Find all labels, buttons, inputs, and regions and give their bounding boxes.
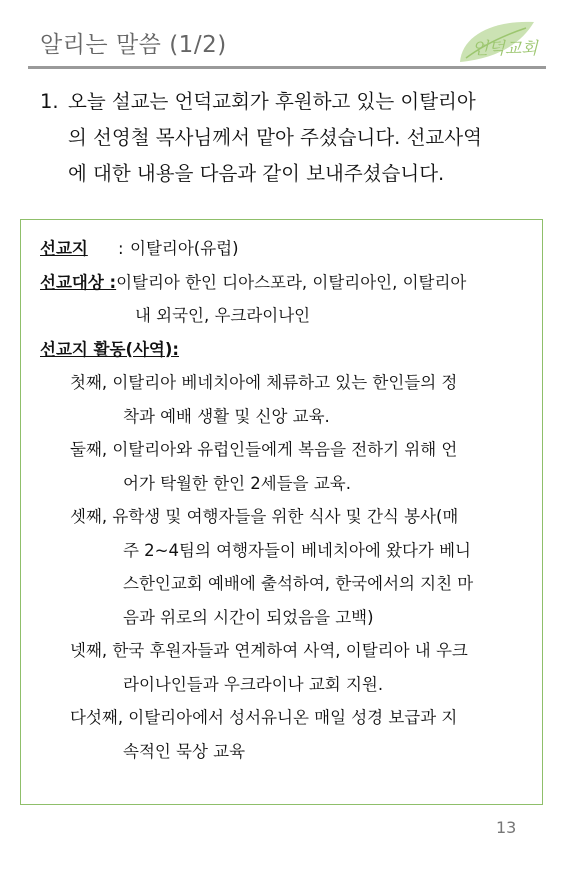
location-label: 선교지 — [40, 239, 88, 258]
church-logo — [452, 16, 552, 66]
activity-line: 스한인교회 예배에 출석하여, 한국에서의 지친 마 — [123, 574, 474, 593]
page-title: 알리는 말씀 (1/2) — [40, 32, 227, 58]
logo-wordmark: 언덕교회 — [472, 39, 538, 59]
activity-line: 둘째, 이탈리아와 유럽인들에게 복음을 전하기 위해 언 — [70, 440, 458, 459]
notice-paragraph — [40, 84, 540, 192]
location-value: 이탈리아(유럽) — [130, 239, 239, 258]
activity-line: 첫째, 이탈리아 베네치아에 체류하고 있는 한인들의 정 — [70, 373, 458, 392]
activity-line: 착과 예배 생활 및 신앙 교육. — [123, 406, 330, 426]
location-sep: : — [118, 239, 124, 258]
activity-line: 속적인 묵상 교육 — [123, 741, 246, 761]
activities-heading-row — [40, 333, 540, 367]
activity-item — [40, 366, 540, 433]
target-row-cont — [40, 299, 540, 333]
mission-details — [40, 232, 540, 768]
location-row — [40, 232, 540, 266]
activity-line: 어가 탁월한 한인 2세들을 교육. — [123, 473, 351, 493]
activities-label: 선교지 활동(사역): — [40, 339, 179, 359]
activity-line: 음과 위로의 시간이 되었음을 고백) — [123, 607, 374, 627]
notice-line: 에 대한 내용을 다음과 같이 보내주셨습니다. — [68, 162, 445, 185]
activity-line: 셋째, 유학생 및 여행자들을 위한 식사 및 간식 봉사(매 — [70, 507, 459, 526]
activity-line: 주 2~4팀의 여행자들이 베네치아에 왔다가 베니 — [123, 540, 471, 560]
activity-item — [40, 634, 540, 701]
notice-line: 오늘 설교는 언덕교회가 후원하고 있는 이탈리아 — [68, 90, 476, 113]
logo-leaf-icon — [452, 16, 552, 66]
activity-item — [40, 701, 540, 768]
target-value-cont: 내 외국인, 우크라이나인 — [135, 306, 311, 325]
header-divider — [28, 66, 546, 69]
target-value: 이탈리아 한인 디아스포라, 이탈리아인, 이탈리아 — [116, 272, 467, 292]
activity-line: 다섯째, 이탈리아에서 성서유니온 매일 성경 보급과 지 — [70, 708, 458, 727]
target-row — [40, 266, 540, 300]
target-label: 선교대상 : — [40, 272, 117, 292]
activity-line: 넷째, 한국 후원자들과 연계하여 사역, 이탈리아 내 우크 — [70, 641, 468, 660]
activity-item — [40, 433, 540, 500]
notice-line: 의 선영철 목사님께서 맡아 주셨습니다. 선교사역 — [68, 126, 482, 149]
notice-number: 1. — [40, 90, 59, 113]
activity-item — [40, 500, 540, 634]
activity-line: 라이나인들과 우크라이나 교회 지원. — [123, 674, 384, 694]
page-number: 13 — [496, 818, 517, 837]
